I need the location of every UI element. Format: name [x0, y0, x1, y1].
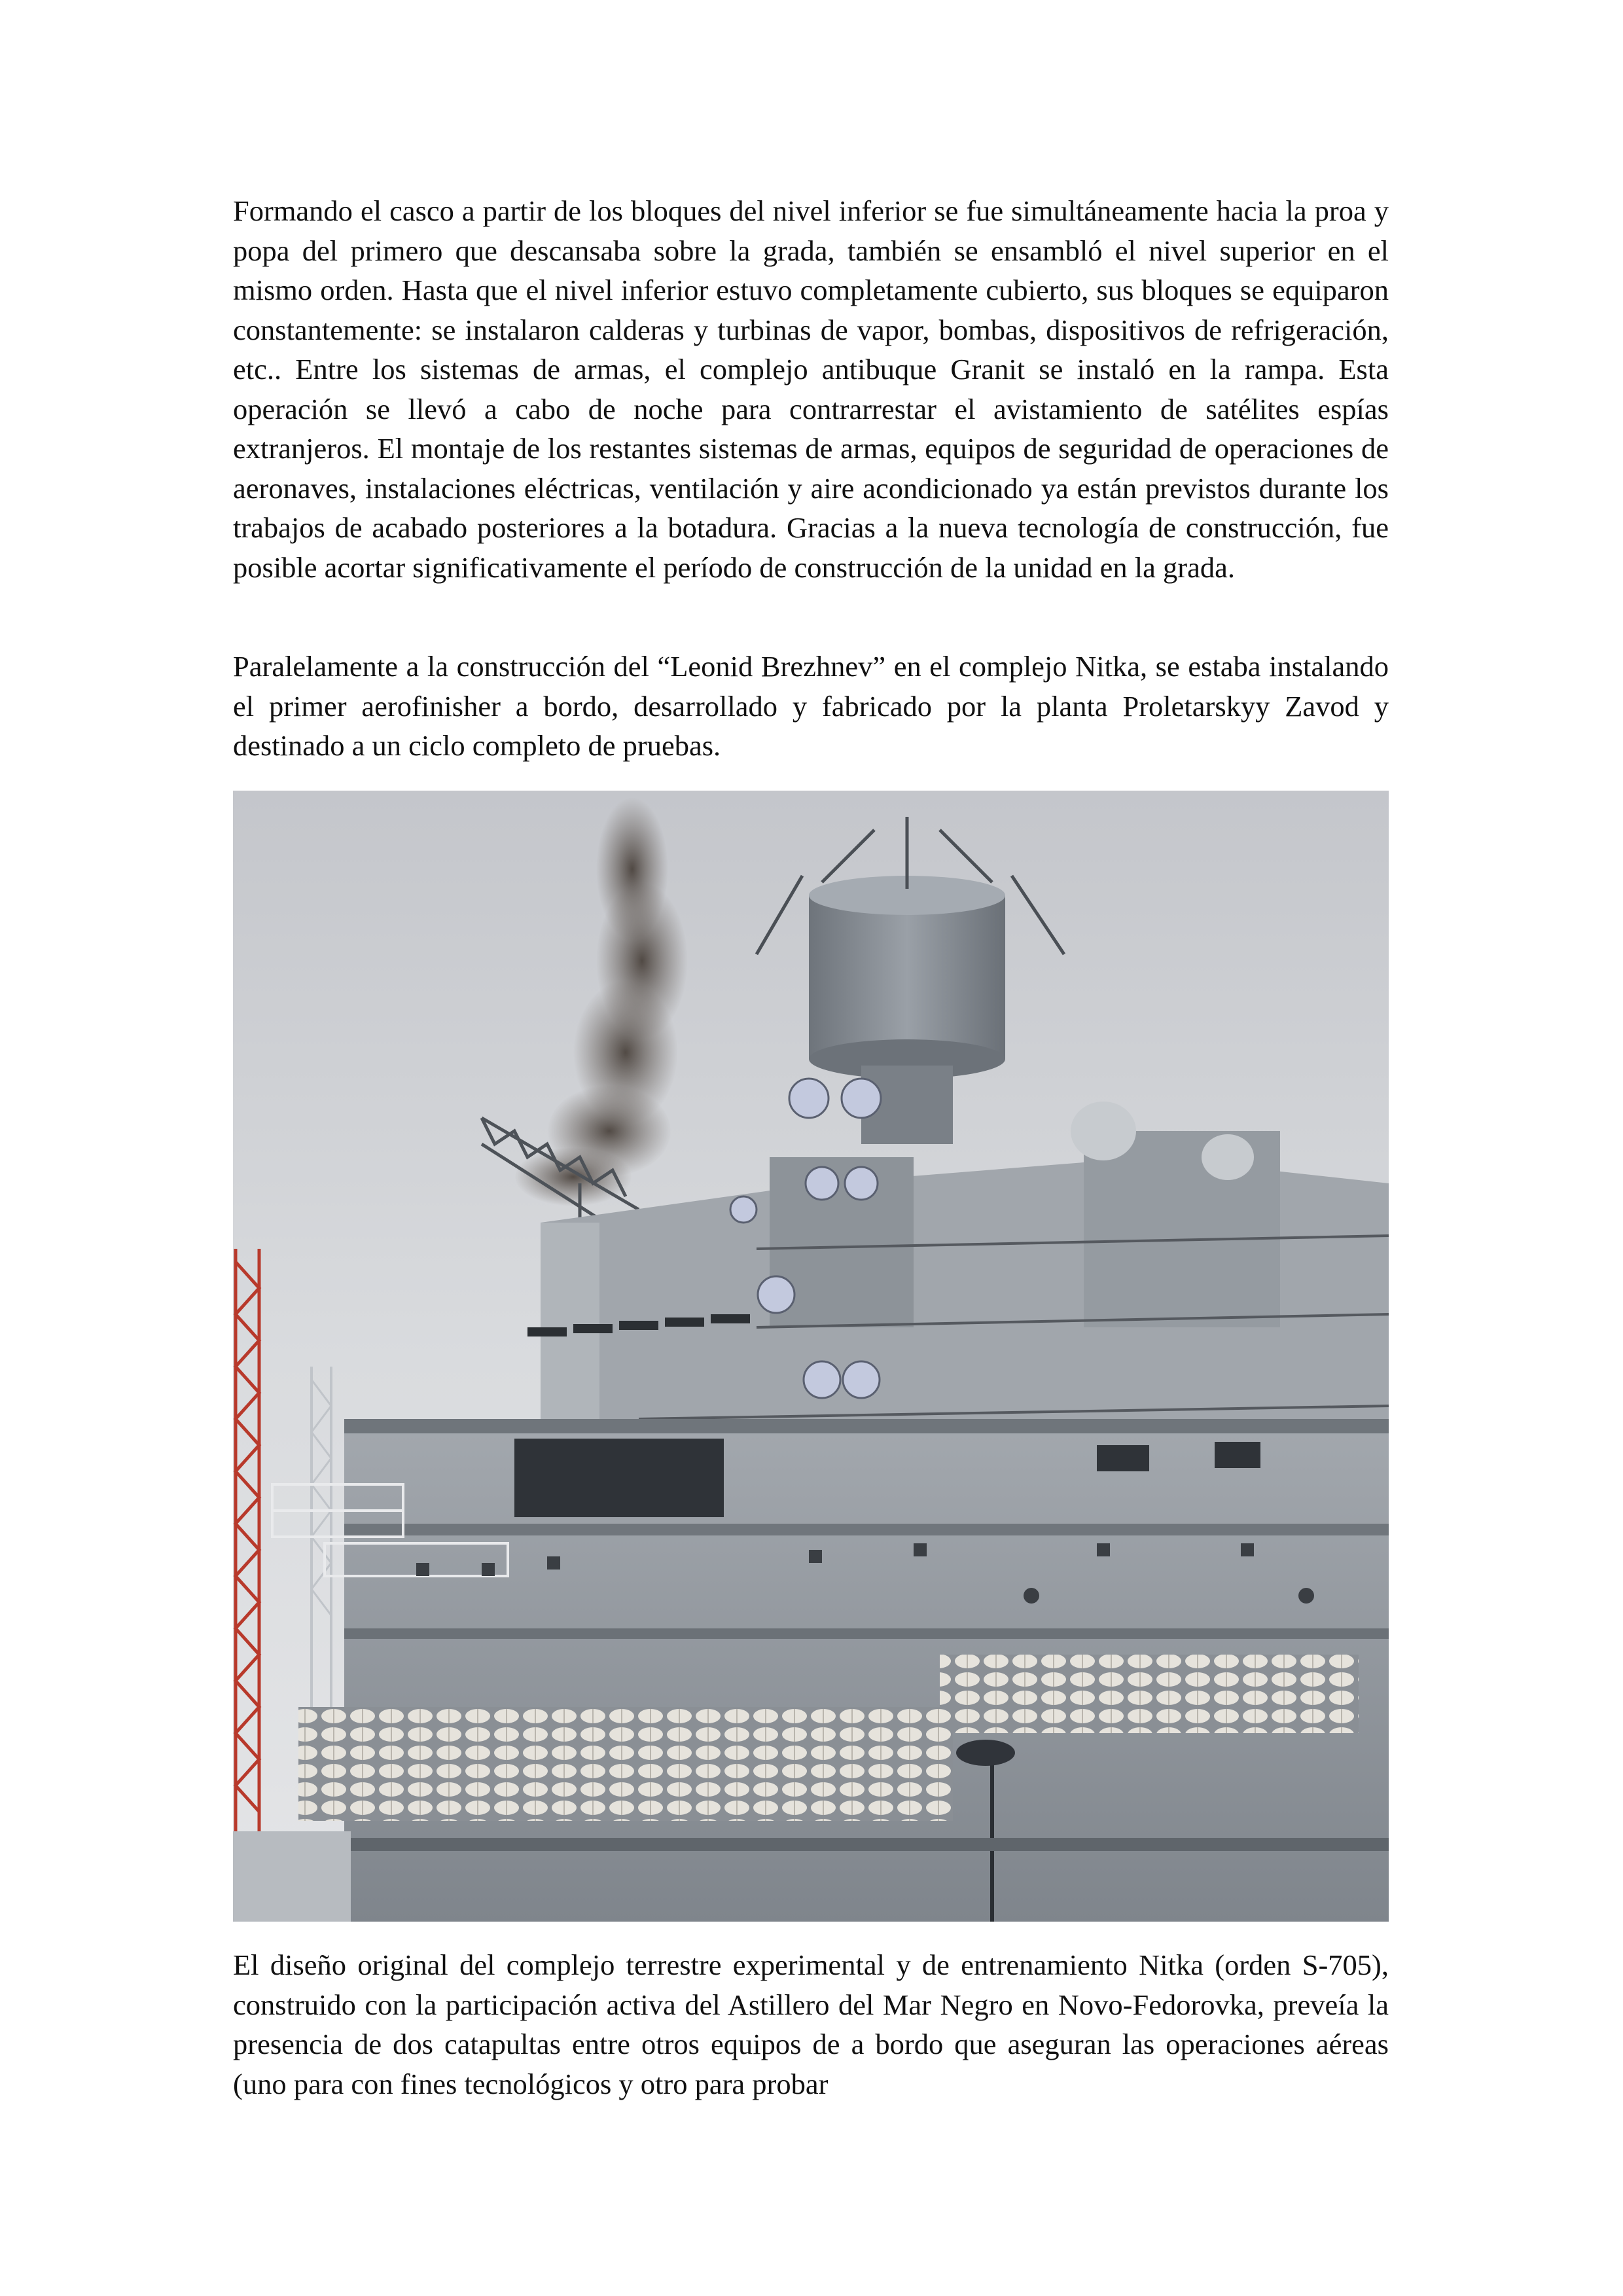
body-paragraph-2: Paralelamente a la construcción del “Leonid Brezhnev” en el complejo Nitka, se estaba instalando el primer aerofinisher a bordo, desarrollado y fabricado por la planta Proletarskyy Zavod y destinado a un ciclo completo de pruebas.	[233, 650, 1389, 762]
hull	[233, 1419, 1389, 1922]
body-paragraph-3: El diseño original del complejo terrestre experimental y de entrenamiento Nitka (orden S-705), construido con la participación activa del Astillero del Mar Negro en Novo-Fedorovka, preveía la presencia de dos catapultas entre otros equipos de a bordo que aseguran las operaciones aéreas (uno para con fines tecnológicos y otro para probar	[233, 1948, 1389, 2100]
aircraft-carrier-photo	[233, 791, 1389, 1922]
body-paragraph-1: Formando el casco a partir de los bloques del nivel inferior se fue simultáneamente hacia la proa y popa del primero que descansaba sobre la grada, también se ensambló el nivel superior en el mismo orden. Hasta que el nivel inferior estuvo completamente cubierto, sus bloques se equiparon constantemente: se instalaron calderas y turbinas de vapor, bombas, dispositivos de refrigeración, etc.. Entre los sistemas de armas, el complejo antibuque Granit se instaló en la rampa. Esta operación se llevó a cabo de noche para contrarrestar el avistamiento de satélites espías extranjeros. El montaje de los restantes sistemas de armas, equipos de seguridad de operaciones de aeronaves, instalaciones eléctricas, ventilación y aire acondicionado ya están previstos durante los trabajos de acabado posteriores a la botadura. Gracias a la nueva tecnología de construcción, fue posible acortar significativamente el período de construcción de la unidad en la grada.	[233, 194, 1389, 584]
